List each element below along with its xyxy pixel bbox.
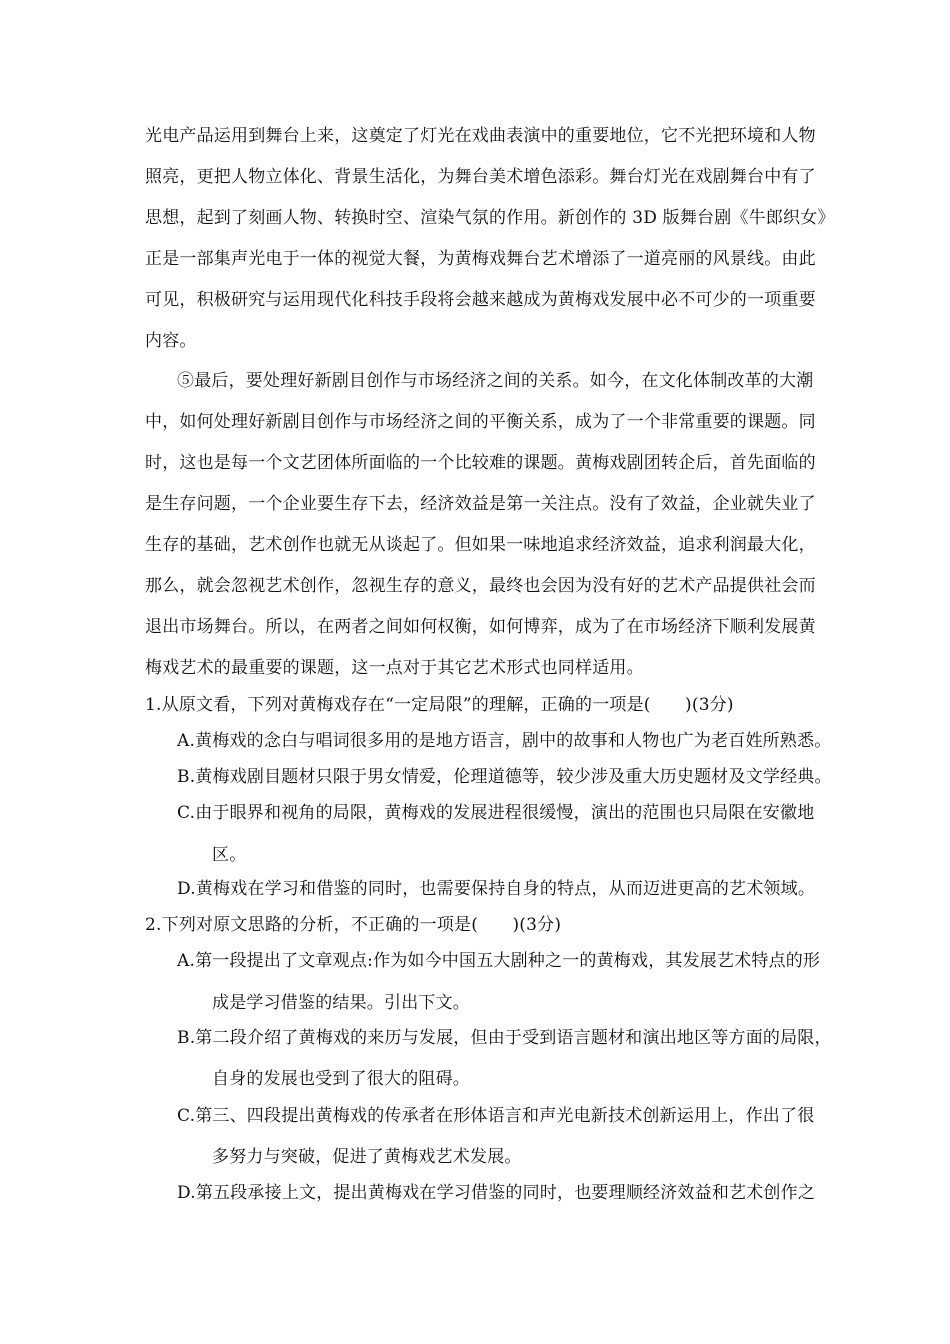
question-2-option-a-continued: 成是学习借鉴的结果。引出下文。	[212, 993, 470, 1013]
question-1-option-d: D.黄梅戏在学习和借鉴的同时，也需要保持自身的特点，从而迈进更高的艺术领域。	[177, 879, 816, 899]
passage-line: 梅戏艺术的最重要的课题，这一点对于其它艺术形式也同样适用。	[145, 658, 644, 678]
question-2-stem: 2.下列对原文思路的分析，不正确的一项是( )(3分)	[145, 915, 562, 935]
passage-line: 正是一部集声光电于一体的视觉大餐，为黄梅戏舞台艺术增添了一道亮丽的风景线。由此	[145, 249, 816, 269]
question-2-option-c: C.第三、四段提出黄梅戏的传承者在形体语言和声光电新技术创新运用上，作出了很	[177, 1106, 815, 1126]
question-1-option-b: B.黄梅戏剧目题材只限于男女情爱，伦理道德等，较少涉及重大历史题材及文学经典。	[177, 767, 832, 787]
passage-line: 内容。	[145, 331, 197, 351]
passage-line: 退出市场舞台。所以，在两者之间如何权衡，如何博弈，成为了在市场经济下顺利发展黄	[145, 617, 816, 637]
question-2-option-b-continued: 自身的发展也受到了很大的阻碍。	[212, 1069, 470, 1089]
passage-line: 是生存问题，一个企业要生存下去，经济效益是第一关注点。没有了效益，企业就失业了	[145, 494, 816, 514]
passage-line: 生存的基础，艺术创作也就无从谈起了。但如果一味地追求经济效益，追求利润最大化，	[145, 535, 816, 555]
passage-line: ⑤最后，要处理好新剧目创作与市场经济之间的关系。如今，在文化体制改革的大潮	[177, 371, 814, 391]
question-2-option-d: D.第五段承接上文，提出黄梅戏在学习借鉴的同时，也要理顺经济效益和艺术创作之	[177, 1183, 816, 1203]
question-2-option-b: B.第二段介绍了黄梅戏的来历与发展，但由于受到语言题材和演出地区等方面的局限，	[177, 1028, 832, 1048]
passage-line: 思想，起到了刻画人物、转换时空、渲染气氛的作用。新创作的 3D 版舞台剧《牛郎织女》	[145, 208, 835, 228]
question-1-option-c: C.由于眼界和视角的局限，黄梅戏的发展进程很缓慢，演出的范围也只局限在安徽地	[177, 803, 815, 823]
question-1-option-c-continued: 区。	[212, 845, 247, 865]
question-1-option-a: A.黄梅戏的念白与唱词很多用的是地方语言，剧中的故事和人物也广为老百姓所熟悉。	[177, 731, 832, 751]
passage-line: 那么，就会忽视艺术创作，忽视生存的意义，最终也会因为没有好的艺术产品提供社会而	[145, 576, 816, 596]
question-2-option-c-continued: 多努力与突破，促进了黄梅戏艺术发展。	[212, 1147, 522, 1167]
question-1-stem: 1.从原文看，下列对黄梅戏存在“一定局限”的理解，正确的一项是( )(3分)	[145, 695, 734, 715]
passage-line: 光电产品运用到舞台上来，这奠定了灯光在戏曲表演中的重要地位，它不光把环境和人物	[145, 126, 816, 146]
passage-line: 时，这也是每一个文艺团体所面临的一个比较难的课题。黄梅戏剧团转企后，首先面临的	[145, 453, 816, 473]
passage-line: 中，如何处理好新剧目创作与市场经济之间的平衡关系，成为了一个非常重要的课题。同	[145, 412, 816, 432]
passage-line: 照亮，更把人物立体化、背景生活化，为舞台美术增色添彩。舞台灯光在戏剧舞台中有了	[145, 167, 816, 187]
passage-line: 可见，积极研究与运用现代化科技手段将会越来越成为黄梅戏发展中必不可少的一项重要	[145, 290, 816, 310]
question-2-option-a: A.第一段提出了文章观点:作为如今中国五大剧种之一的黄梅戏，其发展艺术特点的形	[177, 951, 821, 971]
